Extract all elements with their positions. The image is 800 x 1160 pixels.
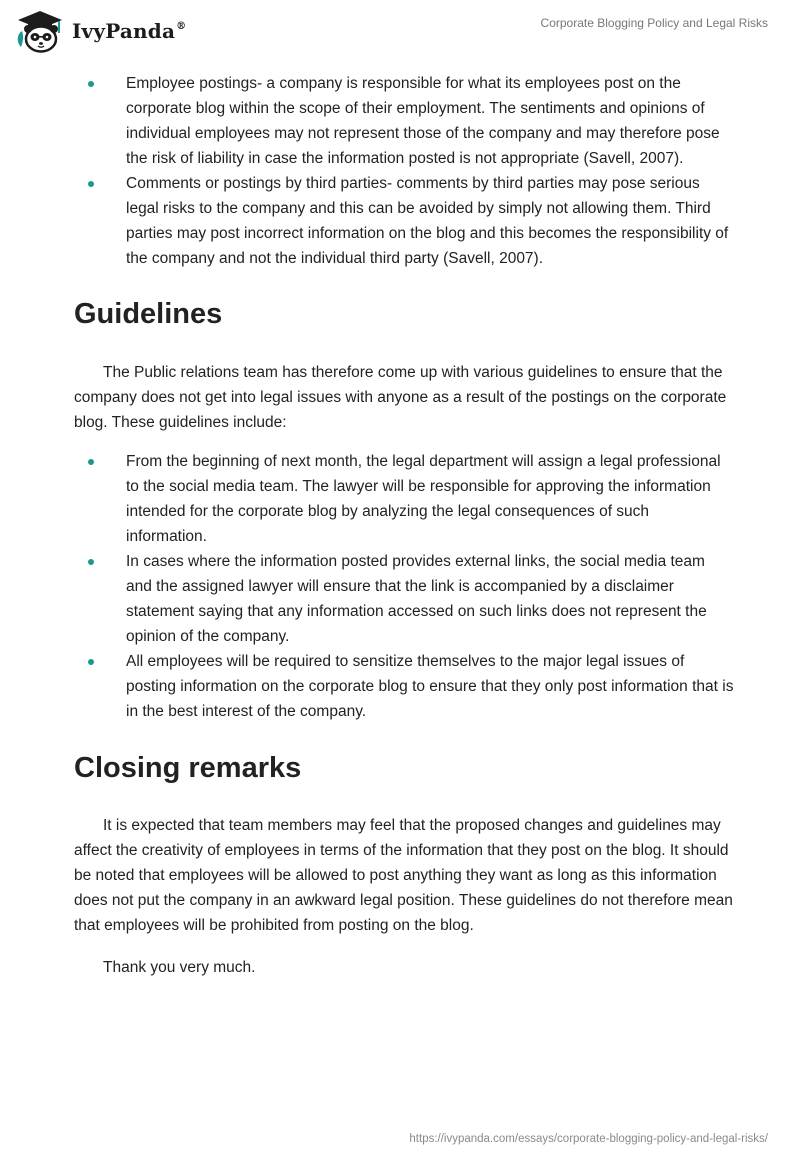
guidelines-list [74, 449, 734, 724]
list-item: All employees will be required to sensitize themselves to the major legal issues of posting information on the corporate blog to ensure that they only post information that is in the best interest of the company. [74, 649, 734, 724]
document-title: Corporate Blogging Policy and Legal Risks [540, 16, 768, 30]
closing-thanks: Thank you very much. [103, 959, 256, 976]
brand-name: IvyPanda® [72, 19, 187, 43]
ivypanda-logo[interactable] [14, 9, 186, 53]
bullet-dot-icon [88, 459, 94, 465]
list-item: From the beginning of next month, the legal department will assign a legal professional to the social media team. The lawyer will be responsible for approving the information intended for the corporate blog by analyzing the legal consequences of such information. [74, 449, 734, 549]
list-item: In cases where the information posted provides external links, the social media team and the assigned lawyer will ensure that the link is accompanied by a disclaimer statement saying that any information accessed on such links does not represent the opinion of the company. [74, 549, 734, 649]
risks-list [74, 71, 734, 271]
bullet-dot-icon [88, 659, 94, 665]
guidelines-heading: Guidelines [74, 298, 223, 330]
list-item: Employee postings- a company is responsible for what its employees post on the corporate blog within the scope of their employment. The sentiments and opinions of individual employees may not represent those of the company and may therefore pose the risk of liability in case the information posted is not appropriate (Savell, 2007). [74, 71, 734, 171]
closing-paragraph: It is expected that team members may feel that the proposed changes and guidelines may affect the creativity of employees in terms of the information that they post on the blog. It should be noted that employees will be allowed to post anything they want as long as this information does not put the company in an awkward legal position. These guidelines do not therefore mean that employees will be prohibited from posting on the blog. [74, 817, 733, 934]
page-header [0, 0, 800, 60]
guidelines-intro: The Public relations team has therefore come up with various guidelines to ensure that the company does not get into legal issues with anyone as a result of the postings on the corporate blog. These guidelines include: [74, 364, 727, 431]
bullet-dot-icon [88, 81, 94, 87]
closing-heading: Closing remarks [74, 752, 302, 784]
essay-body [74, 71, 734, 980]
bullet-dot-icon [88, 181, 94, 187]
source-url-link[interactable]: https://ivypanda.com/essays/corporate-blogging-policy-and-legal-risks/ [409, 1133, 768, 1145]
list-item: Comments or postings by third parties- comments by third parties may pose serious legal risks to the company and this can be avoided by simply not allowing them. Third parties may post incorrect information on the blog and this becomes the responsibility of the company and not the individual third party (Savell, 2007). [74, 171, 734, 271]
bullet-dot-icon [88, 559, 94, 565]
panda-graduate-icon [14, 9, 66, 53]
